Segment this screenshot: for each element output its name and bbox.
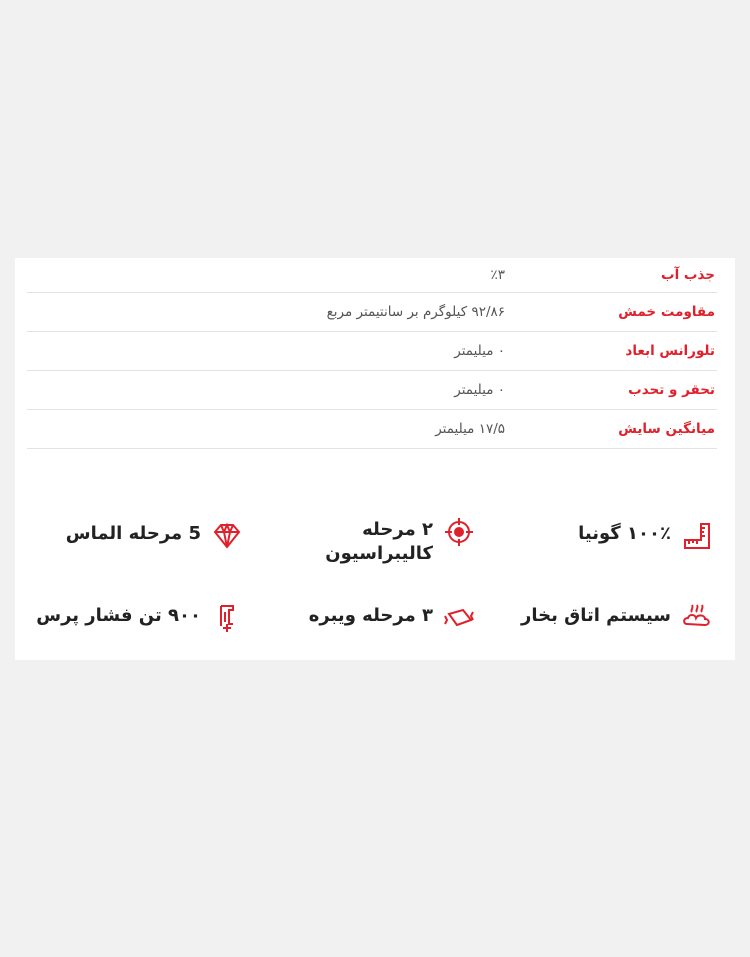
feature-vibration xyxy=(309,600,477,636)
diamond-icon xyxy=(209,518,245,554)
press-clamp-icon xyxy=(209,600,245,636)
spec-value: ۰ میلیمتر xyxy=(454,343,505,359)
spec-value: ۹۲/۸۶ کیلوگرم بر سانتیمتر مربع xyxy=(326,304,505,320)
spec-row xyxy=(27,332,717,371)
spec-value: ۰ میلیمتر xyxy=(454,382,505,398)
feature-label xyxy=(325,514,433,566)
target-icon xyxy=(441,514,477,550)
feature-diamond xyxy=(66,518,245,554)
feature-label: سیستم اتاق بخار xyxy=(521,605,671,626)
feature-label: ۹۰۰ تن فشار پرس xyxy=(36,605,201,626)
spec-row xyxy=(27,410,717,449)
spec-row xyxy=(27,371,717,410)
spec-label: میانگین سایش xyxy=(618,421,715,437)
feature-grid xyxy=(15,508,735,658)
feature-label-line1: ۲ مرحله xyxy=(362,519,433,540)
spec-table xyxy=(27,258,717,449)
feature-steam xyxy=(521,600,715,636)
spec-label: مقاومت خمش xyxy=(618,304,715,320)
spec-card xyxy=(15,258,735,660)
spec-label: تلورانس ابعاد xyxy=(625,343,715,359)
feature-square xyxy=(578,518,715,554)
steam-icon xyxy=(679,600,715,636)
ruler-icon xyxy=(679,518,715,554)
feature-label: 5 مرحله الماس xyxy=(65,523,201,544)
spec-label: تحقر و تحدب xyxy=(628,382,715,398)
spec-value: ٪۳ xyxy=(490,267,505,283)
feature-label: ۳ مرحله ویبره xyxy=(308,605,433,626)
spec-value: ۱۷/۵ میلیمتر xyxy=(435,421,505,437)
spec-row xyxy=(27,293,717,332)
vibration-icon xyxy=(441,600,477,636)
feature-calibration xyxy=(325,514,477,566)
spec-row xyxy=(27,258,717,293)
feature-label-line2: کالیبراسیون xyxy=(325,543,433,564)
feature-press xyxy=(36,600,245,636)
feature-label: ۱۰۰٪ گونیا xyxy=(578,523,671,544)
spec-label: جذب آب xyxy=(661,267,715,283)
